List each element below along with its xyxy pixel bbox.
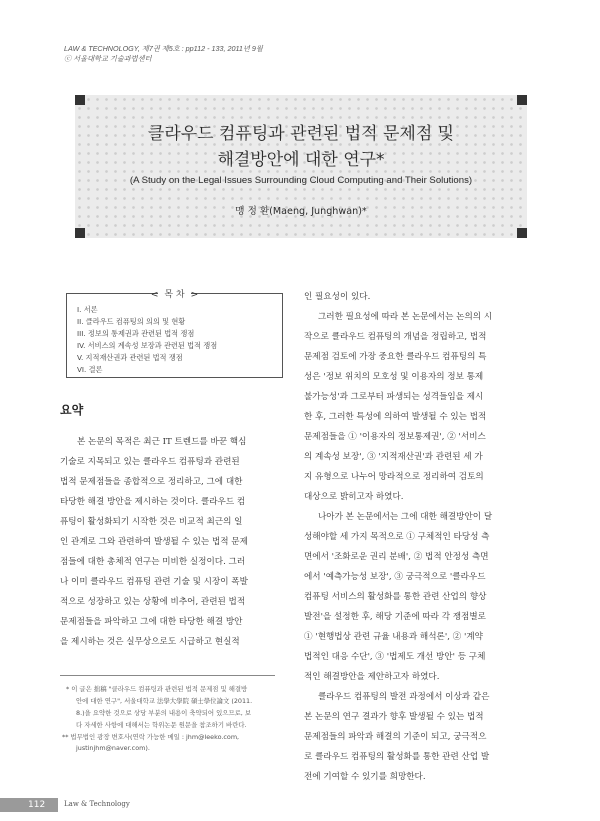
paragraph-line: ① '현행법상 관련 규율 내용과 해석론', ② '계약 bbox=[304, 632, 483, 642]
paragraph-line: 기술로 지목되고 있는 클라우드 컴퓨팅과 관련된 bbox=[60, 457, 240, 467]
toc-item: V. 지적재산권과 관련된 법적 쟁점 bbox=[77, 353, 183, 362]
paragraph-line: 적인 해결방안을 제안하고자 하였다. bbox=[304, 672, 440, 682]
footnote-line: * 이 글은 拙稿 "클라우드 컴퓨팅과 관련된 법적 문제점 및 해결방 bbox=[66, 685, 248, 693]
toc-heading: < 목 차 > bbox=[150, 290, 199, 300]
title-korean-line1: 클라우드 컴퓨팅과 관련된 법적 문제점 및 bbox=[147, 124, 455, 144]
paragraph-line: 성해야할 세 가지 목적으로 ① 구체적인 타당성 측 bbox=[304, 532, 490, 542]
paragraph-line: 컴퓨팅 서비스의 활성화를 통한 관련 산업의 향상 bbox=[304, 592, 487, 602]
paragraph-line: 적으로 성장하고 있는 상황에 비추어, 관련된 법적 bbox=[60, 597, 246, 607]
paragraph-line: 점들에 대한 총체적 연구는 미비한 실정이다. 그러 bbox=[60, 557, 246, 567]
corner-mark-bottom-right bbox=[517, 228, 527, 238]
title-english: (A Study on the Legal Issues Surrounding Cloud Computing and Their Solutions) bbox=[129, 175, 473, 186]
paragraph-line: 지 유형으로 나누어 망라적으로 정리하여 검토의 bbox=[304, 472, 484, 482]
paragraph-line: 작으로 클라우드 컴퓨팅의 개념을 정립하고, 법적 bbox=[304, 332, 487, 342]
footnote-line: 안에 대한 연구", 서울대학교 法學大學院 碩士學位論文 (2011. bbox=[76, 697, 253, 705]
footnote-line: justinjhm@naver.com). bbox=[76, 744, 150, 752]
page-number: 112 bbox=[28, 800, 46, 810]
paragraph-line: 로 클라우드 컴퓨팅의 활성화를 통한 관련 산업 발 bbox=[304, 752, 490, 762]
paragraph-line: 타당한 해결 방안을 제시하는 것이다. 클라우드 컴 bbox=[60, 497, 246, 507]
toc-item: III. 정보의 통제권과 관련된 법적 쟁점 bbox=[77, 329, 195, 338]
footnote-line: ** 법무법인 광장 변호사(연락 가능한 메일 : jhm@leeko.com, bbox=[62, 733, 240, 741]
paragraph-line: 문제점 검토에 가장 중요한 클라우드 컴퓨팅의 특 bbox=[304, 352, 487, 362]
paragraph-line: 퓨팅이 활성화되기 시작한 것은 비교적 최근의 일 bbox=[60, 517, 243, 527]
table-of-contents bbox=[66, 290, 283, 378]
paragraph-line: 법적 문제점들을 종합적으로 정리하고, 그에 대한 bbox=[60, 477, 243, 487]
paragraph-line: 한 후, 그러한 특성에 의하여 발생될 수 있는 법적 bbox=[304, 412, 487, 422]
paragraph-line: 본 논문의 연구 결과가 향후 발생될 수 있는 법적 bbox=[304, 712, 484, 722]
paragraph-line: 문제점들을 파악하고 그에 대한 타당한 해결 방안 bbox=[60, 617, 243, 627]
paragraph-line: 인 관계로 그와 관련하여 발생될 수 있는 법적 문제 bbox=[60, 537, 248, 547]
paragraph-line: 성은 '정보 위치의 모호성 및 이용자의 정보 통제 bbox=[304, 372, 484, 382]
paragraph-line: 나아가 본 논문에서는 그에 대한 해결방안이 달 bbox=[318, 512, 493, 522]
paragraph-line: 법적인 대응 수단', ③ '법제도 개선 방안' 등 구체 bbox=[304, 652, 486, 662]
author: 맹 정 환(Maeng, Junghwan)* bbox=[235, 206, 367, 217]
footnote-line: 8.)을 요약한 것으로 상당 부분의 내용이 축약되어 있으므로, 보 bbox=[76, 709, 252, 717]
footnote-line: 다 자세한 사항에 대해서는 학위논문 원문을 참조하기 바란다. bbox=[76, 721, 247, 729]
title-korean-line2: 해결방안에 대한 연구* bbox=[217, 150, 385, 170]
title-box bbox=[75, 95, 527, 238]
paragraph-line: 대상으로 밝히고자 하였다. bbox=[304, 492, 404, 502]
paragraph-line: 그러한 필요성에 따라 본 논문에서는 논의의 시 bbox=[318, 312, 493, 322]
paragraph-line: 전에 기여할 수 있기를 희망한다. bbox=[304, 772, 426, 782]
paragraph-line: 인 필요성이 있다. bbox=[304, 292, 371, 302]
corner-mark-top-left bbox=[75, 95, 85, 105]
footer-journal-name: Law & Technology bbox=[64, 800, 130, 808]
paragraph-line: 면에서 '조화로운 권리 분배', ② 법적 안정성 측면 bbox=[304, 552, 489, 562]
paragraph-line: 불가능성'과 그로부터 파생되는 성격들임을 제시 bbox=[304, 392, 484, 402]
paragraph-line: 문제점들을 ① '이용자의 정보통제권', ② '서비스 bbox=[304, 432, 486, 442]
paragraph-line: 나 이미 클라우드 컴퓨팅 관련 기술 및 시장이 폭발 bbox=[60, 577, 248, 587]
journal-citation: LAW & TECHNOLOGY, 제7권 제5호 : pp112 - 133, 2011년 9월 bbox=[64, 44, 263, 53]
toc-item: I. 서론 bbox=[77, 305, 98, 314]
publisher-line: ⓒ 서울대학교 기술과법센터 bbox=[64, 54, 152, 63]
paragraph-line: 클라우드 컴퓨팅의 발전 과정에서 이상과 같은 bbox=[318, 692, 490, 702]
corner-mark-top-right bbox=[517, 95, 527, 105]
corner-mark-bottom-left bbox=[75, 228, 85, 238]
paragraph-line: 의 계속성 보장', ③ '지적재산권'과 관련된 세 가 bbox=[304, 452, 483, 462]
paragraph-line: 본 논문의 목적은 최근 IT 트렌드를 바꾼 핵심 bbox=[77, 437, 247, 447]
toc-item: IV. 서비스의 계속성 보장과 관련된 법적 쟁점 bbox=[77, 341, 218, 350]
toc-item: II. 클라우드 컴퓨팅의 의의 및 현황 bbox=[77, 317, 186, 326]
paragraph-line: 발전'을 설정한 후, 해당 기준에 따라 각 쟁점별로 bbox=[304, 612, 486, 622]
toc-item: VI. 결론 bbox=[77, 365, 103, 374]
footnote-divider bbox=[60, 675, 275, 676]
paragraph-line: 에서 '예측가능성 보장', ③ 궁극적으로 '클라우드 bbox=[304, 572, 486, 582]
paragraph-line: 문제점들의 파악과 해결의 기준이 되고, 궁극적으 bbox=[304, 732, 487, 742]
paragraph-line: 을 제시하는 것은 실무상으로도 시급하고 현실적 bbox=[60, 637, 240, 647]
abstract-heading: 요약 bbox=[60, 403, 84, 417]
